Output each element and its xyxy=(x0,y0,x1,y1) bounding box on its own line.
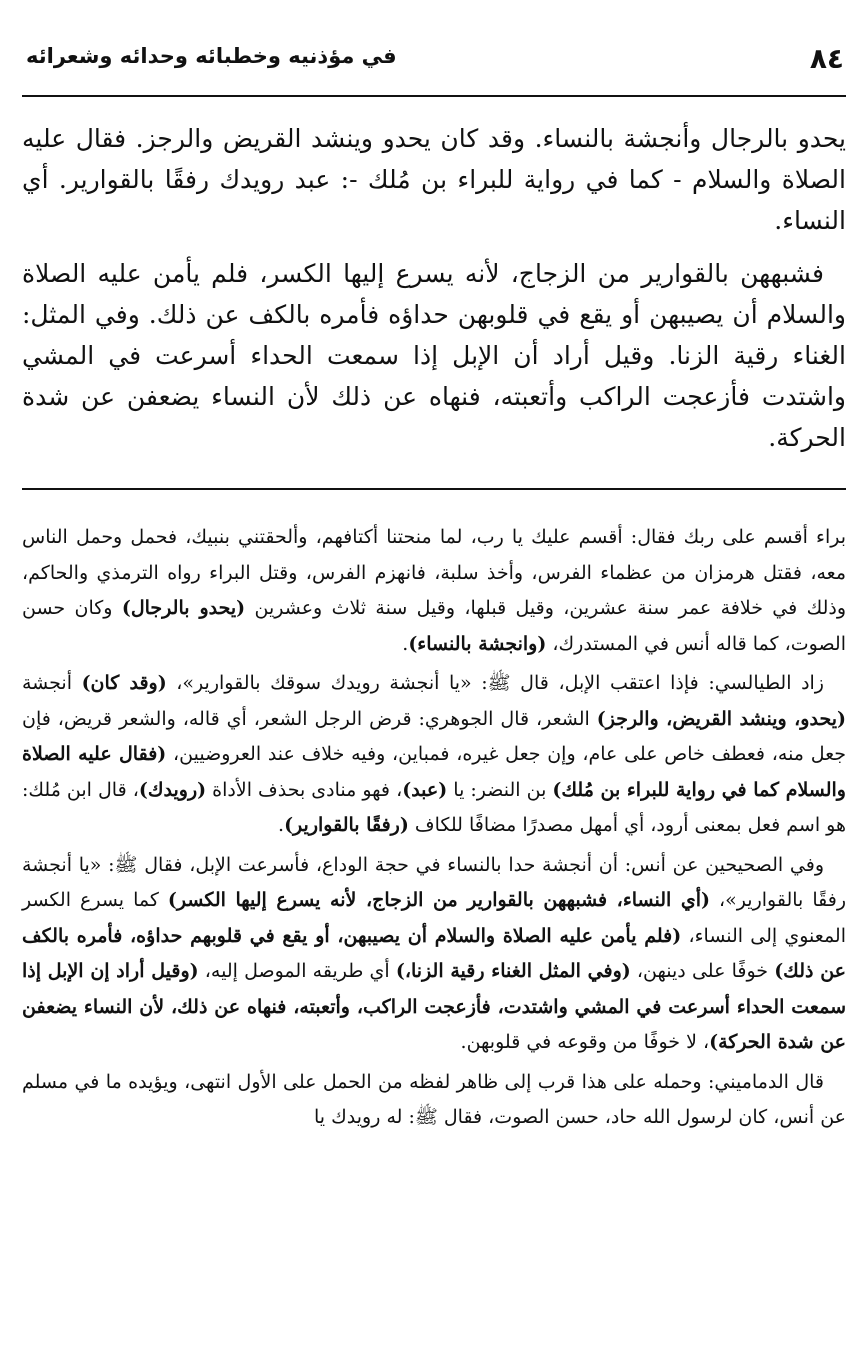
quoted-matn: (يحدو، وينشد القريض، والرجز) xyxy=(596,707,847,730)
footnote-paragraph-4: قال الدماميني: وحمله على هذا قرب إلى ظاهر لفظه من الحمل على الأول انتهى، ويؤيده ما في مسلم عن أنس، كان لرسول الله حاد، حسن الصوت، فقال ﷺ: له رويدك يا xyxy=(22,1070,846,1128)
footnote-paragraph-2 xyxy=(22,666,846,844)
quoted-matn: (أي النساء، فشبههن بالقوارير من الزجاج، لأنه يسرع إليها الكسر) xyxy=(167,889,711,911)
quoted-matn: (فلم يأمن عليه الصلاة والسلام أن يصيبهن، أو يقع في قلوبهم حداؤه، فأمره بالكف عن ذلك) xyxy=(22,924,846,982)
header-rule xyxy=(22,95,846,97)
quoted-matn: (رويدك) xyxy=(138,778,207,801)
quoted-matn: (وقيل أراد إن الإبل إذا سمعت الحداء أسرعت في المشي واشتدت، فأزعجت الراكب، وأتعبته، فنهاه عن ذلك، لأن النساء يضعفن عن شدة الحركة) xyxy=(22,960,846,1053)
main-paragraph-1: يحدو بالرجال وأنجشة بالنساء. وقد كان يحدو وينشد القريض والرجز. فقال عليه الصلاة والسلام - كما في رواية للبراء بن مُلك -: عبد رويدك رفقًا بالقوارير. أي النساء. xyxy=(22,124,846,235)
footnote-text: . xyxy=(278,814,285,836)
footnote-text: وكان حسن الصوت، كما قاله أنس في المستدرك، xyxy=(22,597,846,655)
footnote-text: براء أقسم على ربك فقال: أقسم عليك يا رب، لما منحتنا أكتافهم، وألحقتني بنبيك، فحمل وحمل الناس معه، فقتل هرمزان من عظماء الفرس، وأخذ سلبة، فانهزم الفرس، وقتل البراء رواه الترمذي والحاكم، وذلك في خلافة عمر سنة عشرين، وقيل قبلها، وقيل سنة ثلاث وعشرين xyxy=(22,526,847,619)
footnote-text: أي طريقه الموصل إليه، xyxy=(198,960,396,982)
footnote-text: أنجشة xyxy=(22,672,82,694)
footnote-text: الشعر، قال الجوهري: قرض الرجل الشعر، أي قاله، والشعر قريض، فإن جعل منه، فعطف خاص على عام، وإن جعل غيره، فمباين، وفيه خلاف عند العروضيين، xyxy=(22,707,847,765)
footnote-separator xyxy=(22,488,846,490)
quoted-matn: (عبد) xyxy=(402,778,448,801)
footnote-text: خوفًا على دينهن، xyxy=(630,960,775,982)
quoted-matn: (فقال عليه الصلاة والسلام كما في رواية للبراء بن مُلك) xyxy=(22,743,846,801)
footnote-text: ، لا خوفًا من وقوعه في قلوبهن. xyxy=(460,1031,710,1053)
footnote-text: زاد الطيالسي: فإذا اعتقب الإبل، قال ﷺ: «يا أنجشة رويدك سوقك بالقوارير»، xyxy=(166,672,824,694)
footnote-text: وفي الصحيحين عن أنس: أن أنجشة حدا بالنساء في حجة الوداع، فأسرعت الإبل، فقال ﷺ: «يا أنجشة رفقًا بالقوارير»، xyxy=(22,853,846,911)
running-title: في مؤذنيه وخطبائه وحدائه وشعرائه xyxy=(26,44,397,68)
quoted-matn: (يحدو بالرجال) xyxy=(121,597,246,619)
footnote-text: كما يسرع الكسر المعنوي إلى النساء، xyxy=(22,889,846,947)
quoted-matn: (وفي المثل الغناء رقية الزنا،) xyxy=(395,960,631,982)
page-header xyxy=(22,28,846,84)
quoted-matn: (رفقًا بالقوارير) xyxy=(284,814,409,836)
page-number: ٨٤ xyxy=(809,42,844,75)
footnote-text: ، فهو منادى بحذف الأداة xyxy=(206,778,403,801)
main-text xyxy=(22,118,846,458)
footnote-paragraph-3 xyxy=(22,848,846,1061)
quoted-matn: (وقد كان) xyxy=(81,672,167,694)
footnote-text: ، قال ابن مُلك: هو اسم فعل بمعنى أرود، أي أمهل مصدرًا مضافًا للكاف xyxy=(22,778,846,836)
quoted-matn: (وانجشة بالنساء) xyxy=(408,632,547,655)
main-paragraph-2: فشبههن بالقوارير من الزجاج، لأنه يسرع إليها الكسر، فلم يأمن عليه الصلاة والسلام أن يصيبهن أو يقع في قلوبهن حداؤه فأمره بالكف عن ذلك. وفي المثل: الغناء رقية الزنا. وقيل أراد أن الإبل إذا سمعت الحداء أسرعت في المشي واشتدت فأزعجت الراكب وأتعبته، فنهاه عن ذلك لأن النساء يضعفن عن شدة الحركة. xyxy=(22,259,846,452)
footnote-paragraph-1 xyxy=(22,520,846,662)
footnote-text: بن النضر: يا xyxy=(447,778,553,801)
footnote-text: . xyxy=(402,632,409,655)
footnotes xyxy=(22,520,846,1136)
